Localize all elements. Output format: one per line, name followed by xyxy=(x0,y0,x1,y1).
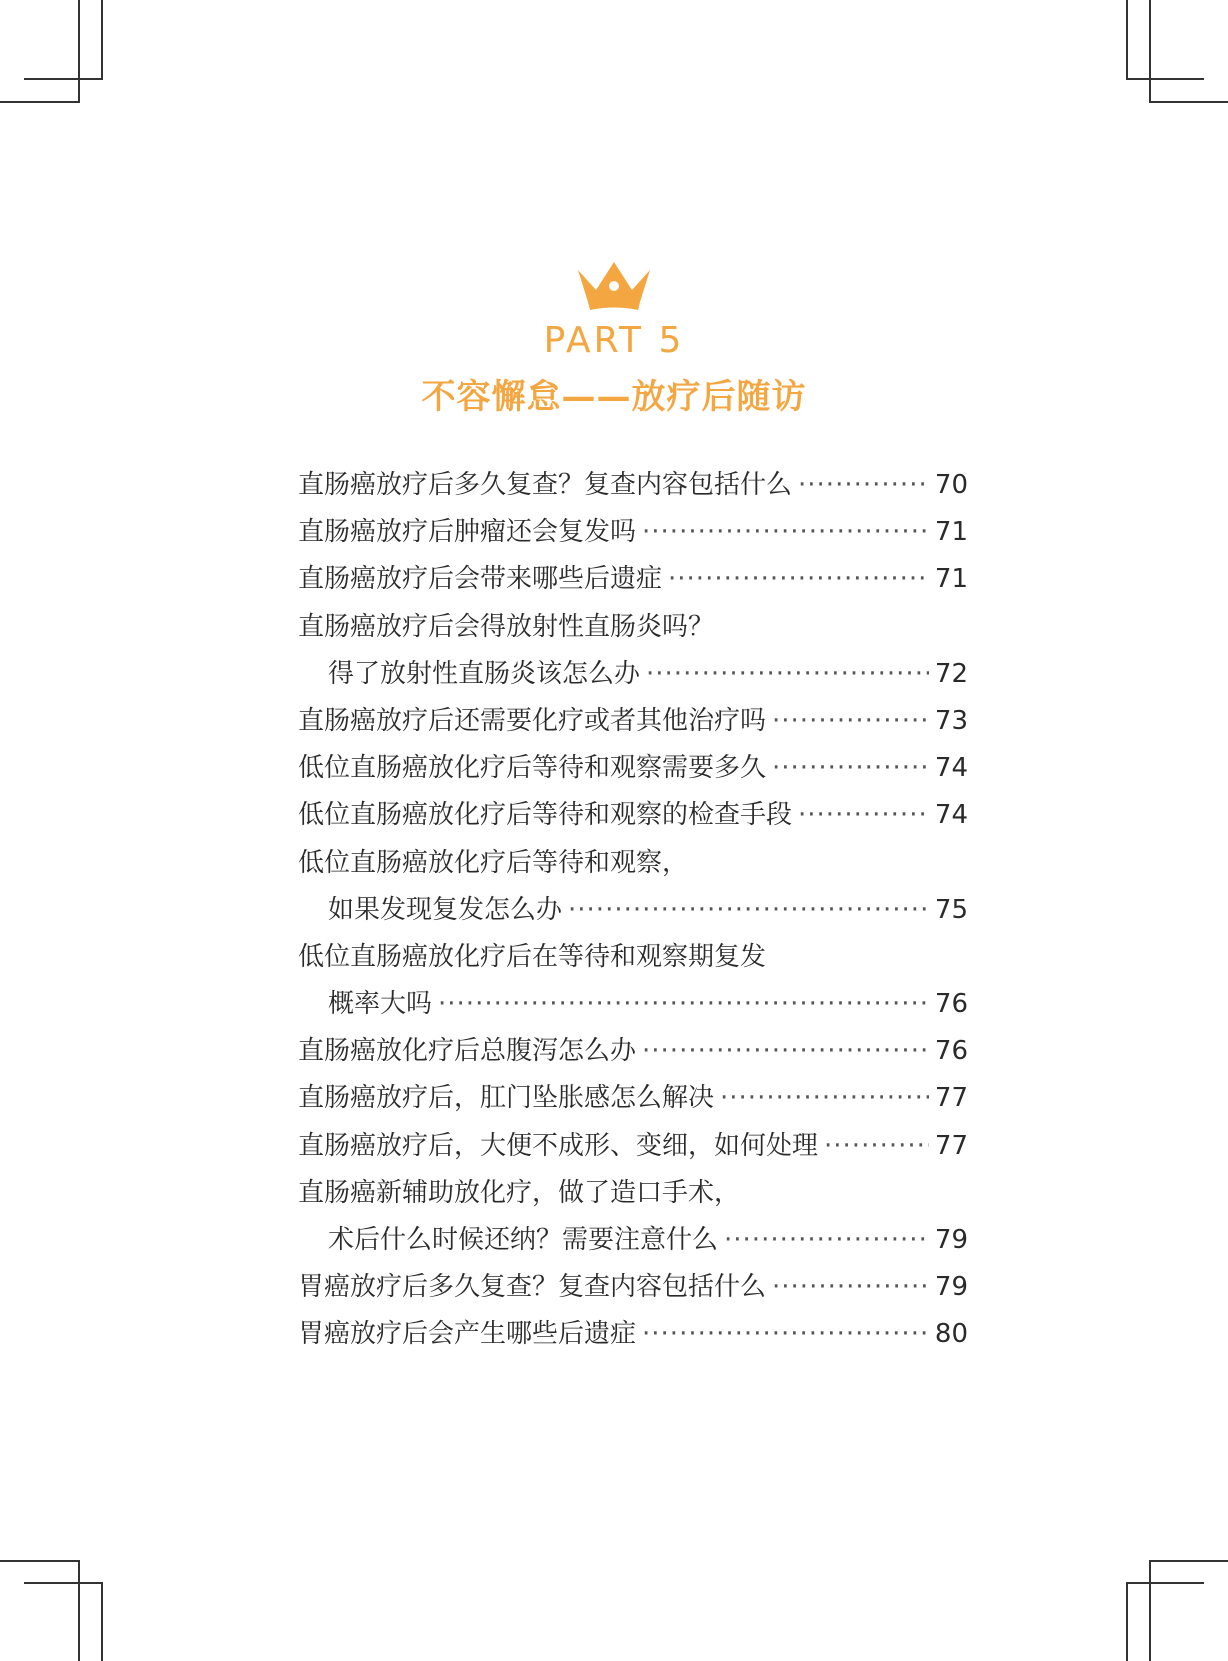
crop-mark xyxy=(1149,0,1151,102)
toc-entry-title: 直肠癌放疗后多久复查？复查内容包括什么 xyxy=(298,470,793,500)
toc-entry-page: 76 xyxy=(934,989,968,1020)
toc-entry-title: 胃癌放疗后多久复查？复查内容包括什么 xyxy=(298,1272,767,1303)
toc-entry-page: 74 xyxy=(934,800,968,831)
crop-mark xyxy=(1126,78,1204,80)
toc-leader-dots xyxy=(642,1311,929,1358)
crop-mark xyxy=(1126,0,1128,80)
toc-entry-title: 直肠癌新辅助放化疗，做了造口手术， xyxy=(298,1177,741,1208)
toc-entry[interactable] xyxy=(298,556,968,603)
crop-mark xyxy=(1149,1561,1151,1661)
toc-entry-page: 76 xyxy=(934,1036,968,1067)
toc-entry-page: 80 xyxy=(934,1319,968,1350)
toc-leader-dots xyxy=(798,792,929,839)
crop-mark xyxy=(1149,101,1228,103)
toc-entry[interactable] xyxy=(298,792,968,839)
toc-entry-title: 如果发现复发怎么办 xyxy=(328,894,563,925)
toc-entry-page: 71 xyxy=(934,517,968,548)
toc-entry[interactable] xyxy=(298,981,968,1028)
toc-entry-title: 低位直肠癌放化疗后等待和观察需要多久 xyxy=(298,753,767,784)
toc-entry-page: 79 xyxy=(934,1225,968,1255)
toc-entry-page: 72 xyxy=(934,658,968,689)
toc-entry[interactable] xyxy=(298,509,968,556)
toc-leader-dots xyxy=(772,698,929,745)
crop-mark xyxy=(78,1561,80,1661)
toc-entry-title: 得了放射性直肠炎该怎么办 xyxy=(328,658,641,689)
table-of-contents xyxy=(298,462,968,1359)
toc-leader-dots xyxy=(720,1075,929,1122)
toc-entry-title: 直肠癌放疗后，大便不成形、变细，如何处理 xyxy=(298,1130,819,1161)
toc-leader-dots xyxy=(824,1123,929,1170)
toc-entry-page: 77 xyxy=(934,1083,968,1114)
toc-entry-title: 概率大吗 xyxy=(328,989,433,1020)
crop-mark xyxy=(1126,1582,1204,1584)
crop-mark xyxy=(24,1582,102,1584)
toc-entry-line xyxy=(298,934,968,981)
crop-mark xyxy=(0,1560,80,1562)
crown-icon xyxy=(574,258,654,314)
crop-mark xyxy=(24,78,102,80)
toc-entry-title: 直肠癌放疗后还需要化疗或者其他治疗吗 xyxy=(298,705,767,736)
toc-leader-dots xyxy=(642,509,929,556)
part-label: PART 5 xyxy=(543,320,685,361)
toc-entry-title: 直肠癌放疗后会带来哪些后遗症 xyxy=(298,564,663,595)
toc-entry-page: 75 xyxy=(934,894,968,925)
toc-leader-dots xyxy=(568,887,929,934)
toc-entry-page: 73 xyxy=(934,705,968,736)
toc-entry-title: 低位直肠癌放化疗后等待和观察的检查手段 xyxy=(298,800,793,831)
toc-leader-dots xyxy=(668,556,929,603)
toc-entry-title: 低位直肠癌放化疗后在等待和观察期复发 xyxy=(298,941,767,972)
crop-mark xyxy=(1149,1560,1228,1562)
toc-entry[interactable] xyxy=(298,1123,968,1170)
toc-entry[interactable] xyxy=(298,1264,968,1311)
toc-entry-title: 直肠癌放疗后肿瘤还会复发吗 xyxy=(298,517,637,548)
toc-entry-title: 胃癌放疗后会产生哪些后遗症 xyxy=(298,1319,637,1350)
toc-entry-title: 直肠癌放化疗后总腹泻怎么办 xyxy=(298,1036,637,1067)
toc-leader-dots xyxy=(646,651,929,698)
toc-entry-page: 79 xyxy=(934,1272,968,1303)
toc-entry[interactable] xyxy=(298,1217,968,1264)
toc-entry-page: 70 xyxy=(934,470,968,500)
toc-leader-dots xyxy=(724,1217,929,1264)
toc-entry-page: 77 xyxy=(934,1130,968,1161)
toc-leader-dots xyxy=(438,981,929,1028)
chapter-header xyxy=(0,258,1228,418)
crop-mark xyxy=(0,101,80,103)
toc-entry[interactable] xyxy=(298,745,968,792)
toc-leader-dots xyxy=(772,1264,929,1311)
toc-entry-line xyxy=(298,1170,968,1217)
toc-entry[interactable] xyxy=(298,887,968,934)
toc-entry-title: 直肠癌放疗后，肛门坠胀感怎么解决 xyxy=(298,1083,715,1114)
toc-leader-dots xyxy=(642,1028,929,1075)
crop-mark xyxy=(101,0,103,80)
crop-mark xyxy=(101,1582,103,1661)
toc-entry[interactable] xyxy=(298,1311,968,1358)
toc-entry-title: 直肠癌放疗后会得放射性直肠炎吗？ xyxy=(298,611,715,642)
toc-entry[interactable] xyxy=(298,1075,968,1122)
crop-mark xyxy=(1126,1582,1128,1661)
crop-mark xyxy=(78,0,80,102)
toc-entry[interactable] xyxy=(298,462,968,509)
toc-entry-title: 术后什么时候还纳？需要注意什么 xyxy=(328,1225,719,1255)
toc-entry-title: 低位直肠癌放化疗后等待和观察， xyxy=(298,847,689,878)
toc-entry[interactable] xyxy=(298,698,968,745)
toc-entry-page: 74 xyxy=(934,753,968,784)
toc-leader-dots xyxy=(798,462,929,509)
toc-entry-page: 71 xyxy=(934,564,968,595)
toc-leader-dots xyxy=(772,745,929,792)
toc-entry[interactable] xyxy=(298,1028,968,1075)
toc-entry[interactable] xyxy=(298,651,968,698)
toc-entry-line xyxy=(298,840,968,887)
chapter-title: 不容懈怠——放疗后随访 xyxy=(421,377,807,417)
toc-entry-line xyxy=(298,604,968,651)
